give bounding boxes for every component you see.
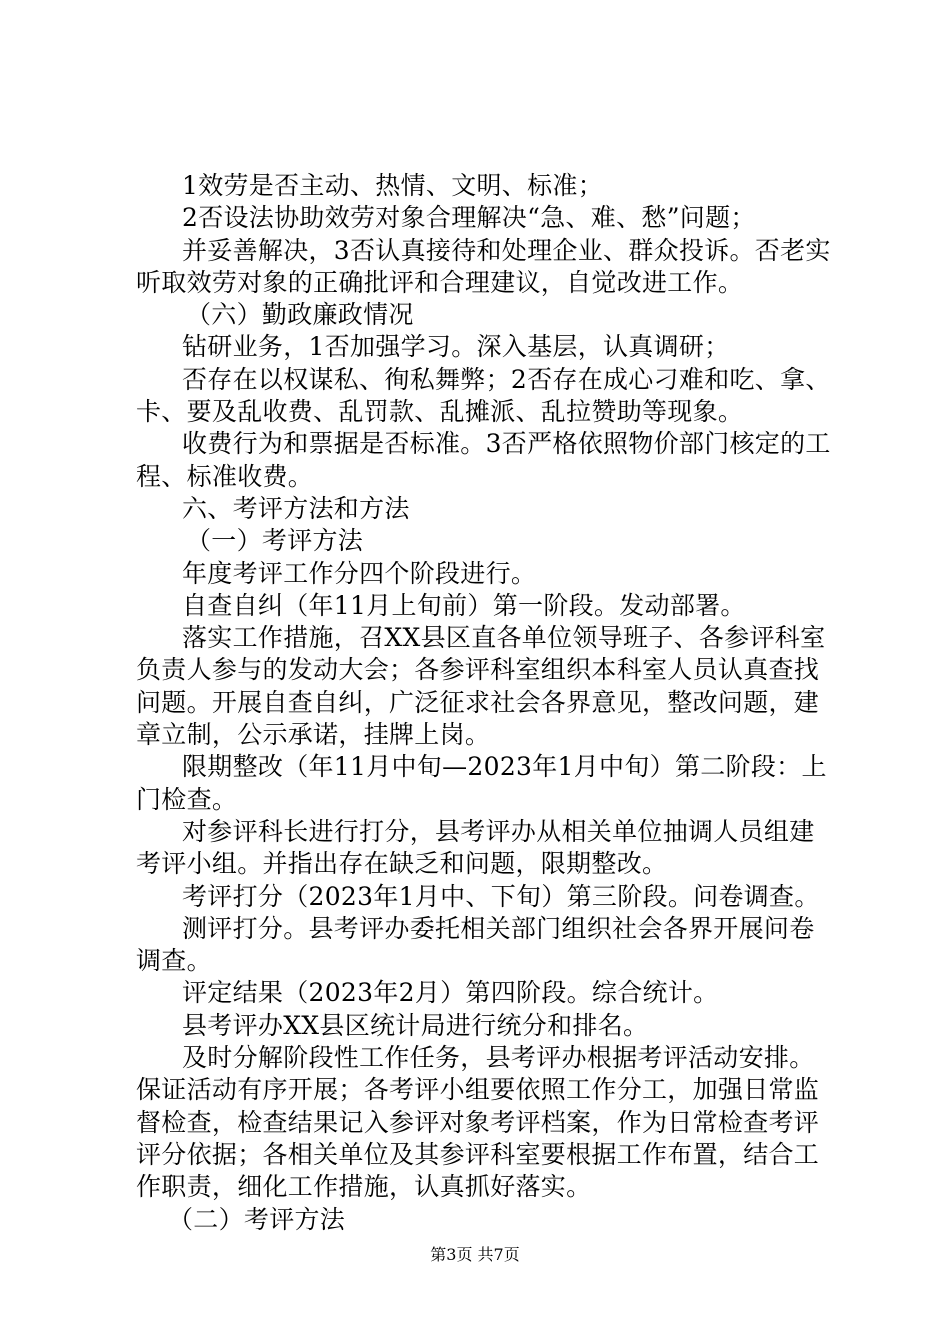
paragraph: 限期整改（年11月中旬—2023年1月中旬）第二阶段：上门检查。 bbox=[136, 752, 827, 814]
paragraph: 考评打分（2023年1月中、下旬）第三阶段。问卷调查。 bbox=[182, 881, 820, 911]
paragraph: 否存在以权谋私、徇私舞弊；2否存在成心刁难和吃、拿、卡、要及乱收费、乱罚款、乱摊派、乱拉赞助等现象。 bbox=[136, 364, 831, 427]
paragraph: 年度考评工作分四个阶段进行。 bbox=[182, 558, 537, 588]
paragraph: 自查自纠（年11月上旬前）第一阶段。发动部署。 bbox=[182, 590, 746, 620]
paragraph: 及时分解阶段性工作任务，县考评办根据考评活动安排。保证活动有序开展；各考评小组要依照工作分工，加强日常监督检查，检查结果记入参评对象考评档案，作为日常检查考评评分依据；各相关单位及其参评科室要根据工作布置，结合工作职责，细化工作措施，认真抓好落实。 bbox=[136, 1043, 820, 1202]
paragraph: 收费行为和票据是否标准。3否严格依照物价部门核定的工程、标准收费。 bbox=[136, 429, 831, 491]
section-heading: 六、考评方法和方法 bbox=[182, 493, 410, 523]
page-number-label: 第3页 共7页 bbox=[430, 1245, 520, 1264]
paragraph: 并妥善解决，3否认真接待和处理企业、群众投诉。否老实听取效劳对象的正确批评和合理建议，自觉改进工作。 bbox=[136, 235, 831, 297]
section-heading: （六）勤政廉政情况 bbox=[186, 300, 414, 330]
document-body bbox=[136, 170, 836, 1236]
paragraph: 县考评办XX县区统计局进行统分和排名。 bbox=[182, 1010, 649, 1040]
paragraph: 评定结果（2023年2月）第四阶段。综合统计。 bbox=[182, 978, 719, 1008]
paragraph: 落实工作措施，召XX县区直各单位领导班子、各参评科室负责人参与的发动大会；各参评科室组织本科室人员认真查找问题。开展自查自纠，广泛征求社会各界意见，整改问题，建章立制，公示承诺，挂牌上岗。 bbox=[136, 623, 826, 750]
paragraph: 测评打分。县考评办委托相关部门组织社会各界开展问卷调查。 bbox=[136, 913, 815, 976]
paragraph: 2否设法协助效劳对象合理解决“急、难、愁”问题； bbox=[182, 203, 756, 233]
section-heading: （二）考评方法 bbox=[168, 1204, 346, 1234]
page-footer bbox=[0, 1245, 950, 1265]
paragraph: 钻研业务，1否加强学习。深入基层，认真调研； bbox=[182, 332, 730, 362]
section-heading: （一）考评方法 bbox=[186, 526, 364, 556]
paragraph: 1效劳是否主动、热情、文明、标准； bbox=[182, 171, 604, 200]
paragraph: 对参评科长进行打分，县考评办从相关单位抽调人员组建考评小组。并指出存在缺乏和问题，限期整改。 bbox=[136, 816, 815, 879]
